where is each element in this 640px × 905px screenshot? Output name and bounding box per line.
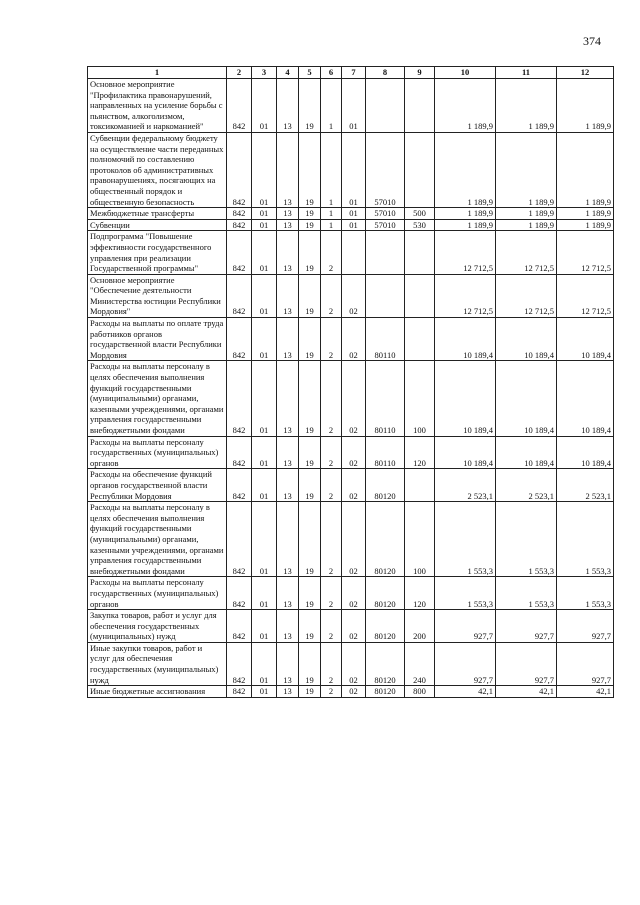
column-header: 6 bbox=[321, 67, 342, 79]
row-grbs-cell: 842 bbox=[227, 686, 252, 698]
row-activity-cell: 01 bbox=[342, 79, 366, 133]
row-name-cell: Расходы на выплаты персоналу в целях обеспечения выполнения функций государственными (муниципальными) органами, казенными учреждениями, органами управления государственными внебюджетными фондами bbox=[88, 361, 227, 436]
row-subprogram-cell: 1 bbox=[321, 132, 342, 207]
row-subsection-cell: 13 bbox=[277, 610, 299, 643]
row-section-cell: 01 bbox=[252, 231, 277, 274]
table-row bbox=[88, 318, 614, 361]
row-amount-1-cell: 1 189,9 bbox=[435, 208, 496, 220]
row-expense-type-cell: 800 bbox=[405, 686, 435, 698]
row-name-cell: Подпрограмма "Повышение эффективности государственного управления при реализации Государственной программы" bbox=[88, 231, 227, 274]
row-subprogram-cell: 2 bbox=[321, 469, 342, 502]
row-amount-2-cell: 927,7 bbox=[496, 642, 557, 685]
column-header: 2 bbox=[227, 67, 252, 79]
row-subprogram-cell: 1 bbox=[321, 219, 342, 231]
row-amount-3-cell: 927,7 bbox=[557, 642, 614, 685]
row-subsection-cell: 13 bbox=[277, 79, 299, 133]
row-amount-3-cell: 10 189,4 bbox=[557, 436, 614, 469]
table-row bbox=[88, 577, 614, 610]
row-amount-1-cell: 1 189,9 bbox=[435, 79, 496, 133]
table-row bbox=[88, 274, 614, 317]
row-activity-cell: 02 bbox=[342, 469, 366, 502]
row-activity-cell: 01 bbox=[342, 219, 366, 231]
row-subprogram-cell: 2 bbox=[321, 577, 342, 610]
row-expense-type-cell: 200 bbox=[405, 610, 435, 643]
row-amount-1-cell: 10 189,4 bbox=[435, 436, 496, 469]
row-grbs-cell: 842 bbox=[227, 208, 252, 220]
row-grbs-cell: 842 bbox=[227, 436, 252, 469]
row-grbs-cell: 842 bbox=[227, 274, 252, 317]
row-amount-3-cell: 12 712,5 bbox=[557, 231, 614, 274]
row-name-cell: Иные бюджетные ассигнования bbox=[88, 686, 227, 698]
row-section-cell: 01 bbox=[252, 274, 277, 317]
row-section-cell: 01 bbox=[252, 361, 277, 436]
row-amount-2-cell: 12 712,5 bbox=[496, 231, 557, 274]
row-name-cell: Иные закупки товаров, работ и услуг для обеспечения государственных (муниципальных) нужд bbox=[88, 642, 227, 685]
table-row bbox=[88, 208, 614, 220]
row-grbs-cell: 842 bbox=[227, 231, 252, 274]
table-row bbox=[88, 231, 614, 274]
row-name-cell: Расходы на выплаты по оплате труда работников органов государственной власти Республики Мордовия bbox=[88, 318, 227, 361]
row-direction-cell: 57010 bbox=[366, 132, 405, 207]
row-program-cell: 19 bbox=[299, 502, 321, 577]
row-amount-1-cell: 10 189,4 bbox=[435, 318, 496, 361]
column-header: 8 bbox=[366, 67, 405, 79]
row-subsection-cell: 13 bbox=[277, 502, 299, 577]
row-subprogram-cell: 2 bbox=[321, 502, 342, 577]
row-activity-cell: 02 bbox=[342, 610, 366, 643]
row-direction-cell: 80110 bbox=[366, 318, 405, 361]
row-program-cell: 19 bbox=[299, 686, 321, 698]
table-row bbox=[88, 502, 614, 577]
column-header: 11 bbox=[496, 67, 557, 79]
row-section-cell: 01 bbox=[252, 318, 277, 361]
table-header-row bbox=[88, 67, 614, 79]
row-activity-cell: 02 bbox=[342, 361, 366, 436]
row-name-cell: Межбюджетные трансферты bbox=[88, 208, 227, 220]
row-amount-3-cell: 10 189,4 bbox=[557, 318, 614, 361]
row-subsection-cell: 13 bbox=[277, 274, 299, 317]
row-name-cell: Субвенции федеральному бюджету на осуществление части переданных полномочий по составлению протоколов об административных правонарушениях, посягающих на общественный порядок и общественную безопасность bbox=[88, 132, 227, 207]
row-direction-cell: 57010 bbox=[366, 219, 405, 231]
row-program-cell: 19 bbox=[299, 318, 321, 361]
row-subprogram-cell: 2 bbox=[321, 436, 342, 469]
row-amount-2-cell: 1 553,3 bbox=[496, 577, 557, 610]
row-activity-cell: 01 bbox=[342, 208, 366, 220]
row-program-cell: 19 bbox=[299, 436, 321, 469]
table-body bbox=[88, 79, 614, 698]
row-expense-type-cell: 100 bbox=[405, 502, 435, 577]
budget-table bbox=[87, 66, 614, 698]
row-section-cell: 01 bbox=[252, 469, 277, 502]
table-row bbox=[88, 610, 614, 643]
row-expense-type-cell bbox=[405, 318, 435, 361]
row-section-cell: 01 bbox=[252, 208, 277, 220]
row-activity-cell: 02 bbox=[342, 642, 366, 685]
row-subsection-cell: 13 bbox=[277, 577, 299, 610]
row-amount-1-cell: 1 189,9 bbox=[435, 132, 496, 207]
row-amount-1-cell: 12 712,5 bbox=[435, 231, 496, 274]
row-amount-2-cell: 1 189,9 bbox=[496, 219, 557, 231]
row-amount-1-cell: 42,1 bbox=[435, 686, 496, 698]
row-amount-2-cell: 12 712,5 bbox=[496, 274, 557, 317]
row-amount-3-cell: 2 523,1 bbox=[557, 469, 614, 502]
row-amount-3-cell: 927,7 bbox=[557, 610, 614, 643]
row-amount-1-cell: 2 523,1 bbox=[435, 469, 496, 502]
row-direction-cell: 57010 bbox=[366, 208, 405, 220]
row-direction-cell: 80120 bbox=[366, 577, 405, 610]
row-grbs-cell: 842 bbox=[227, 132, 252, 207]
table-row bbox=[88, 361, 614, 436]
row-direction-cell: 80120 bbox=[366, 502, 405, 577]
table-row bbox=[88, 642, 614, 685]
row-direction-cell: 80110 bbox=[366, 436, 405, 469]
row-subprogram-cell: 2 bbox=[321, 686, 342, 698]
row-name-cell: Расходы на выплаты персоналу в целях обеспечения выполнения функций государственными (муниципальными) органами, казенными учреждениями, органами управления государственными внебюджетными фондами bbox=[88, 502, 227, 577]
row-name-cell: Субвенции bbox=[88, 219, 227, 231]
row-program-cell: 19 bbox=[299, 219, 321, 231]
row-amount-2-cell: 1 189,9 bbox=[496, 132, 557, 207]
row-amount-1-cell: 927,7 bbox=[435, 642, 496, 685]
row-subprogram-cell: 2 bbox=[321, 318, 342, 361]
row-expense-type-cell bbox=[405, 231, 435, 274]
row-subsection-cell: 13 bbox=[277, 132, 299, 207]
row-grbs-cell: 842 bbox=[227, 610, 252, 643]
row-activity-cell: 02 bbox=[342, 436, 366, 469]
row-section-cell: 01 bbox=[252, 502, 277, 577]
row-amount-1-cell: 1 553,3 bbox=[435, 502, 496, 577]
row-grbs-cell: 842 bbox=[227, 577, 252, 610]
row-section-cell: 01 bbox=[252, 436, 277, 469]
row-activity-cell: 02 bbox=[342, 577, 366, 610]
row-amount-1-cell: 927,7 bbox=[435, 610, 496, 643]
page-number: 374 bbox=[583, 34, 601, 48]
row-direction-cell: 80110 bbox=[366, 361, 405, 436]
row-subsection-cell: 13 bbox=[277, 219, 299, 231]
table-row bbox=[88, 436, 614, 469]
row-amount-1-cell: 1 553,3 bbox=[435, 577, 496, 610]
row-activity-cell: 02 bbox=[342, 274, 366, 317]
table-row bbox=[88, 469, 614, 502]
row-section-cell: 01 bbox=[252, 79, 277, 133]
row-section-cell: 01 bbox=[252, 610, 277, 643]
row-amount-3-cell: 1 189,9 bbox=[557, 208, 614, 220]
row-activity-cell: 02 bbox=[342, 502, 366, 577]
row-subsection-cell: 13 bbox=[277, 208, 299, 220]
row-subprogram-cell: 2 bbox=[321, 610, 342, 643]
row-subprogram-cell: 1 bbox=[321, 79, 342, 133]
row-amount-2-cell: 927,7 bbox=[496, 610, 557, 643]
row-grbs-cell: 842 bbox=[227, 469, 252, 502]
row-name-cell: Основное мероприятие "Профилактика правонарушений, направленных на усиление борьбы с пьянством, алкоголизмом, токсикоманией и наркоманией" bbox=[88, 79, 227, 133]
column-header: 10 bbox=[435, 67, 496, 79]
row-amount-2-cell: 1 189,9 bbox=[496, 79, 557, 133]
row-program-cell: 19 bbox=[299, 132, 321, 207]
row-direction-cell bbox=[366, 79, 405, 133]
row-name-cell: Расходы на выплаты персоналу государственных (муниципальных) органов bbox=[88, 436, 227, 469]
row-expense-type-cell: 120 bbox=[405, 436, 435, 469]
row-program-cell: 19 bbox=[299, 231, 321, 274]
column-header: 4 bbox=[277, 67, 299, 79]
row-expense-type-cell bbox=[405, 469, 435, 502]
row-direction-cell: 80120 bbox=[366, 610, 405, 643]
row-amount-3-cell: 1 189,9 bbox=[557, 219, 614, 231]
table-row bbox=[88, 686, 614, 698]
row-amount-1-cell: 10 189,4 bbox=[435, 361, 496, 436]
row-section-cell: 01 bbox=[252, 577, 277, 610]
row-subprogram-cell: 2 bbox=[321, 361, 342, 436]
row-expense-type-cell: 100 bbox=[405, 361, 435, 436]
table-row bbox=[88, 132, 614, 207]
row-amount-3-cell: 1 189,9 bbox=[557, 132, 614, 207]
row-section-cell: 01 bbox=[252, 686, 277, 698]
row-expense-type-cell bbox=[405, 79, 435, 133]
row-amount-2-cell: 1 553,3 bbox=[496, 502, 557, 577]
row-subprogram-cell: 1 bbox=[321, 208, 342, 220]
row-name-cell: Основное мероприятие "Обеспечение деятельности Министерства юстиции Республики Мордовия" bbox=[88, 274, 227, 317]
row-activity-cell bbox=[342, 231, 366, 274]
row-name-cell: Расходы на выплаты персоналу государственных (муниципальных) органов bbox=[88, 577, 227, 610]
row-direction-cell bbox=[366, 274, 405, 317]
row-grbs-cell: 842 bbox=[227, 219, 252, 231]
row-name-cell: Расходы на обеспечение функций органов государственной власти Республики Мордовия bbox=[88, 469, 227, 502]
row-section-cell: 01 bbox=[252, 132, 277, 207]
row-subsection-cell: 13 bbox=[277, 436, 299, 469]
row-grbs-cell: 842 bbox=[227, 502, 252, 577]
row-subprogram-cell: 2 bbox=[321, 231, 342, 274]
row-subsection-cell: 13 bbox=[277, 469, 299, 502]
row-expense-type-cell bbox=[405, 274, 435, 317]
row-amount-3-cell: 1 189,9 bbox=[557, 79, 614, 133]
row-grbs-cell: 842 bbox=[227, 361, 252, 436]
row-direction-cell bbox=[366, 231, 405, 274]
row-subsection-cell: 13 bbox=[277, 318, 299, 361]
row-amount-1-cell: 12 712,5 bbox=[435, 274, 496, 317]
row-subsection-cell: 13 bbox=[277, 642, 299, 685]
row-section-cell: 01 bbox=[252, 642, 277, 685]
row-amount-2-cell: 10 189,4 bbox=[496, 361, 557, 436]
row-activity-cell: 02 bbox=[342, 686, 366, 698]
column-header: 3 bbox=[252, 67, 277, 79]
row-subsection-cell: 13 bbox=[277, 686, 299, 698]
row-direction-cell: 80120 bbox=[366, 686, 405, 698]
column-header: 12 bbox=[557, 67, 614, 79]
row-program-cell: 19 bbox=[299, 208, 321, 220]
column-header: 9 bbox=[405, 67, 435, 79]
row-amount-3-cell: 42,1 bbox=[557, 686, 614, 698]
row-amount-2-cell: 2 523,1 bbox=[496, 469, 557, 502]
row-amount-3-cell: 1 553,3 bbox=[557, 577, 614, 610]
row-subsection-cell: 13 bbox=[277, 231, 299, 274]
row-direction-cell: 80120 bbox=[366, 642, 405, 685]
row-amount-2-cell: 10 189,4 bbox=[496, 318, 557, 361]
row-program-cell: 19 bbox=[299, 642, 321, 685]
row-direction-cell: 80120 bbox=[366, 469, 405, 502]
row-grbs-cell: 842 bbox=[227, 318, 252, 361]
row-amount-3-cell: 1 553,3 bbox=[557, 502, 614, 577]
column-header: 5 bbox=[299, 67, 321, 79]
row-amount-2-cell: 10 189,4 bbox=[496, 436, 557, 469]
row-amount-2-cell: 42,1 bbox=[496, 686, 557, 698]
row-expense-type-cell bbox=[405, 132, 435, 207]
row-amount-3-cell: 10 189,4 bbox=[557, 361, 614, 436]
row-program-cell: 19 bbox=[299, 274, 321, 317]
table-row bbox=[88, 219, 614, 231]
row-subprogram-cell: 2 bbox=[321, 274, 342, 317]
column-header: 7 bbox=[342, 67, 366, 79]
row-grbs-cell: 842 bbox=[227, 642, 252, 685]
row-grbs-cell: 842 bbox=[227, 79, 252, 133]
row-name-cell: Закупка товаров, работ и услуг для обеспечения государственных (муниципальных) нужд bbox=[88, 610, 227, 643]
row-amount-2-cell: 1 189,9 bbox=[496, 208, 557, 220]
row-program-cell: 19 bbox=[299, 469, 321, 502]
row-subprogram-cell: 2 bbox=[321, 642, 342, 685]
row-activity-cell: 01 bbox=[342, 132, 366, 207]
row-expense-type-cell: 120 bbox=[405, 577, 435, 610]
row-expense-type-cell: 500 bbox=[405, 208, 435, 220]
row-expense-type-cell: 530 bbox=[405, 219, 435, 231]
column-header: 1 bbox=[88, 67, 227, 79]
row-activity-cell: 02 bbox=[342, 318, 366, 361]
row-expense-type-cell: 240 bbox=[405, 642, 435, 685]
row-program-cell: 19 bbox=[299, 361, 321, 436]
row-program-cell: 19 bbox=[299, 577, 321, 610]
row-program-cell: 19 bbox=[299, 610, 321, 643]
row-program-cell: 19 bbox=[299, 79, 321, 133]
row-amount-3-cell: 12 712,5 bbox=[557, 274, 614, 317]
row-section-cell: 01 bbox=[252, 219, 277, 231]
table-row bbox=[88, 79, 614, 133]
row-amount-1-cell: 1 189,9 bbox=[435, 219, 496, 231]
row-subsection-cell: 13 bbox=[277, 361, 299, 436]
